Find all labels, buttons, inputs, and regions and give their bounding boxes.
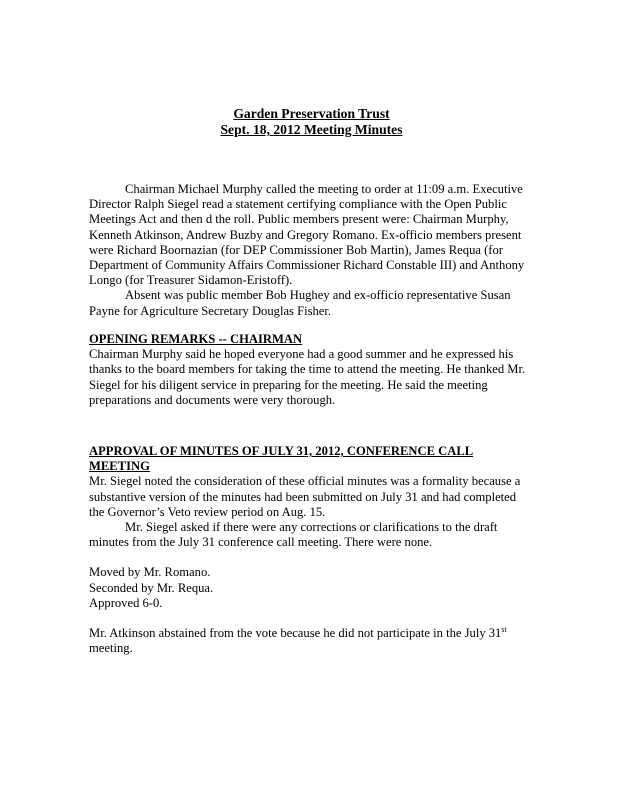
motion-seconded: Seconded by Mr. Requa. bbox=[89, 580, 214, 595]
abstain-text: Mr. Atkinson abstained from the vote because he did not participate in the July 31 bbox=[89, 626, 502, 641]
spacer bbox=[89, 550, 534, 565]
title-line-meeting: Sept. 18, 2012 Meeting Minutes bbox=[220, 122, 403, 137]
intro-paragraph-absent: Absent was public member Bob Hughey and ex-officio representative Susan Payne for Agriculture Secretary Douglas Fisher. bbox=[89, 288, 511, 318]
opening-remarks-paragraph: Chairman Murphy said he hoped everyone had a good summer and he expressed his thanks to the board members for taking the time to attend the meeting. He thanked Mr. Siegel for his diligent service in preparing for the meeting. He said the meeting preparations and documents were very thorough. bbox=[89, 347, 526, 407]
intro-paragraph-attendance: Chairman Michael Murphy called the meeting to order at 11:09 a.m. Executive Director Ralph Siegel read a statement certifying compliance with the Open Public Meetings Act and then d the roll. Public members present were: Chairman Murphy, Kenneth Atkinson, Andrew Buzby and Gregory Romano. Ex-officio members present were Richard Boornazian (for DEP Commissioner Bob Martin), James Requa (for Department of Community Affairs Commissioner Richard Constable III) and Anthony Longo (for Treasurer Sidamon-Eristoff). bbox=[89, 182, 525, 288]
title-line-organization: Garden Preservation Trust bbox=[233, 106, 390, 121]
approval-section bbox=[89, 444, 534, 656]
approval-heading: APPROVAL OF MINUTES OF JULY 31, 2012, CONFERENCE CALL MEETING bbox=[89, 444, 474, 474]
spacer bbox=[89, 611, 534, 626]
approval-paragraph-formality: Mr. Siegel noted the consideration of these official minutes was a formality because a substantive version of the minutes had been submitted on July 31 and had completed the Governor’s Veto review period on Aug. 15. bbox=[89, 474, 521, 519]
motion-moved: Moved by Mr. Romano. bbox=[89, 565, 211, 580]
document-title bbox=[89, 106, 534, 138]
opening-remarks-heading: OPENING REMARKS -- CHAIRMAN bbox=[89, 332, 303, 346]
approval-paragraph-corrections: Mr. Siegel asked if there were any corrections or clarifications to the draft minutes from the July 31 conference call meeting. There were none. bbox=[89, 520, 498, 550]
ordinal-suffix: st bbox=[501, 624, 507, 634]
opening-remarks-section bbox=[89, 332, 534, 408]
abstain-paragraph bbox=[89, 626, 534, 656]
intro-section bbox=[89, 182, 534, 319]
abstain-text-end: meeting. bbox=[89, 641, 133, 656]
motion-approved: Approved 6-0. bbox=[89, 595, 163, 610]
